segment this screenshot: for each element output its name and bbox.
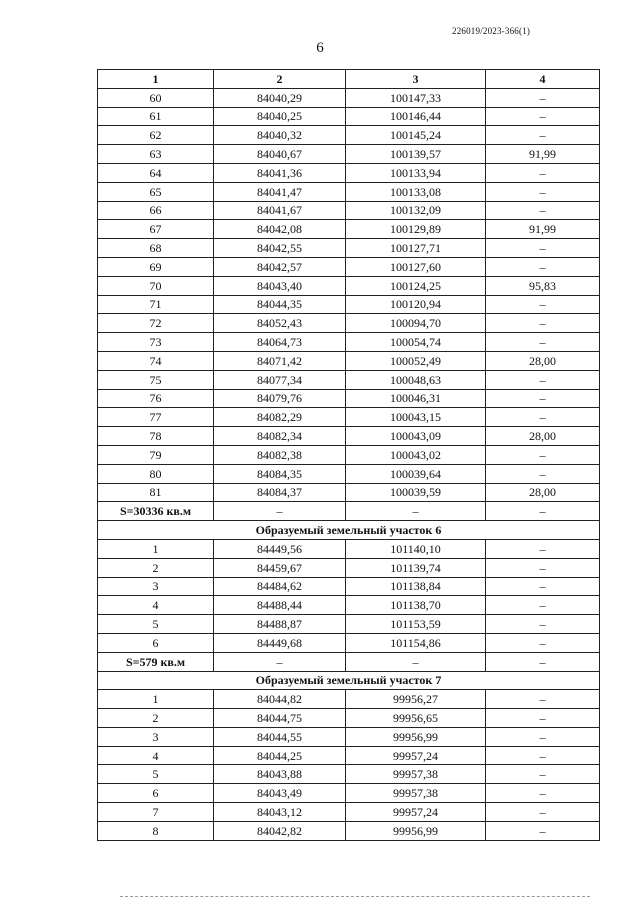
x-coordinate-cell: – [214, 652, 346, 671]
point-number-cell: 60 [98, 88, 214, 107]
x-coordinate-cell: 84082,29 [214, 408, 346, 427]
table-body [98, 88, 600, 840]
table-row [98, 88, 600, 107]
x-coordinate-cell: 84082,38 [214, 445, 346, 464]
x-coordinate-cell: 84043,88 [214, 765, 346, 784]
length-cell: – [486, 502, 600, 521]
x-coordinate-cell: 84488,87 [214, 615, 346, 634]
x-coordinate-cell: 84484,62 [214, 577, 346, 596]
y-coordinate-cell: 100043,02 [346, 445, 486, 464]
point-number-cell: 5 [98, 615, 214, 634]
table-row [98, 333, 600, 352]
table-row [98, 821, 600, 840]
length-cell: 28,00 [486, 483, 600, 502]
point-number-cell: 3 [98, 577, 214, 596]
x-coordinate-cell: 84459,67 [214, 558, 346, 577]
point-number-cell: 74 [98, 351, 214, 370]
table-row [98, 239, 600, 258]
length-cell: – [486, 257, 600, 276]
point-number-cell: 78 [98, 427, 214, 446]
x-coordinate-cell: 84042,82 [214, 821, 346, 840]
x-coordinate-cell: 84041,67 [214, 201, 346, 220]
y-coordinate-cell: 100133,08 [346, 182, 486, 201]
y-coordinate-cell: – [346, 502, 486, 521]
point-number-cell: 75 [98, 370, 214, 389]
length-cell: – [486, 408, 600, 427]
point-number-cell: 81 [98, 483, 214, 502]
x-coordinate-cell: – [214, 502, 346, 521]
y-coordinate-cell: 101138,84 [346, 577, 486, 596]
y-coordinate-cell: 99956,99 [346, 821, 486, 840]
y-coordinate-cell: 100052,49 [346, 351, 486, 370]
y-coordinate-cell: 100124,25 [346, 276, 486, 295]
section-title: Образуемый земельный участок 7 [98, 671, 600, 690]
table-row [98, 107, 600, 126]
x-coordinate-cell: 84044,82 [214, 690, 346, 709]
y-coordinate-cell: 100146,44 [346, 107, 486, 126]
length-cell: – [486, 727, 600, 746]
y-coordinate-cell: 100039,64 [346, 464, 486, 483]
area-value-cell: S=30336 кв.м [98, 502, 214, 521]
point-number-cell: 76 [98, 389, 214, 408]
table-row [98, 201, 600, 220]
length-cell: – [486, 464, 600, 483]
table-row [98, 145, 600, 164]
length-cell: – [486, 314, 600, 333]
point-number-cell: 7 [98, 803, 214, 822]
point-number-cell: 65 [98, 182, 214, 201]
area-value-cell: S=579 кв.м [98, 652, 214, 671]
point-number-cell: 1 [98, 539, 214, 558]
x-coordinate-cell: 84077,34 [214, 370, 346, 389]
point-number-cell: 71 [98, 295, 214, 314]
y-coordinate-cell: 99957,24 [346, 803, 486, 822]
point-number-cell: 2 [98, 709, 214, 728]
point-number-cell: 6 [98, 633, 214, 652]
x-coordinate-cell: 84042,57 [214, 257, 346, 276]
x-coordinate-cell: 84071,42 [214, 351, 346, 370]
table-header-row [98, 70, 600, 89]
area-row [98, 502, 600, 521]
x-coordinate-cell: 84043,12 [214, 803, 346, 822]
point-number-cell: 67 [98, 220, 214, 239]
x-coordinate-cell: 84044,35 [214, 295, 346, 314]
y-coordinate-cell: 100133,94 [346, 163, 486, 182]
point-number-cell: 72 [98, 314, 214, 333]
length-cell: – [486, 163, 600, 182]
y-coordinate-cell: 100039,59 [346, 483, 486, 502]
y-coordinate-cell: 100043,15 [346, 408, 486, 427]
point-number-cell: 6 [98, 784, 214, 803]
length-cell: – [486, 690, 600, 709]
y-coordinate-cell: 101140,10 [346, 539, 486, 558]
table-row [98, 389, 600, 408]
y-coordinate-cell: 99957,38 [346, 784, 486, 803]
x-coordinate-cell: 84040,29 [214, 88, 346, 107]
point-number-cell: 63 [98, 145, 214, 164]
length-cell: – [486, 539, 600, 558]
table-row [98, 464, 600, 483]
y-coordinate-cell: 101153,59 [346, 615, 486, 634]
table-row [98, 483, 600, 502]
table-row [98, 690, 600, 709]
x-coordinate-cell: 84084,35 [214, 464, 346, 483]
length-cell: – [486, 333, 600, 352]
y-coordinate-cell: 100127,71 [346, 239, 486, 258]
length-cell: – [486, 784, 600, 803]
x-coordinate-cell: 84052,43 [214, 314, 346, 333]
document-id: 226019/2023-366(1) [452, 26, 531, 36]
point-number-cell: 4 [98, 596, 214, 615]
length-cell: – [486, 596, 600, 615]
table-row [98, 445, 600, 464]
table-row [98, 126, 600, 145]
point-number-cell: 2 [98, 558, 214, 577]
length-cell: – [486, 295, 600, 314]
section-header-row [98, 521, 600, 540]
x-coordinate-cell: 84064,73 [214, 333, 346, 352]
length-cell: – [486, 201, 600, 220]
length-cell: – [486, 88, 600, 107]
y-coordinate-cell: 100132,09 [346, 201, 486, 220]
x-coordinate-cell: 84044,55 [214, 727, 346, 746]
y-coordinate-cell: 100120,94 [346, 295, 486, 314]
page-number: 6 [316, 40, 324, 56]
length-cell: 28,00 [486, 427, 600, 446]
length-cell: – [486, 126, 600, 145]
point-number-cell: 73 [98, 333, 214, 352]
length-cell: – [486, 633, 600, 652]
length-cell: – [486, 577, 600, 596]
x-coordinate-cell: 84449,68 [214, 633, 346, 652]
point-number-cell: 70 [98, 276, 214, 295]
x-coordinate-cell: 84449,56 [214, 539, 346, 558]
y-coordinate-cell: 99957,24 [346, 746, 486, 765]
point-number-cell: 3 [98, 727, 214, 746]
column-header: 3 [346, 70, 486, 89]
point-number-cell: 77 [98, 408, 214, 427]
table-row [98, 784, 600, 803]
column-header: 1 [98, 70, 214, 89]
table-row [98, 427, 600, 446]
table-row [98, 539, 600, 558]
length-cell: – [486, 652, 600, 671]
scan-edge-line [120, 896, 590, 897]
y-coordinate-cell: 99956,27 [346, 690, 486, 709]
y-coordinate-cell: 100127,60 [346, 257, 486, 276]
table-row [98, 295, 600, 314]
y-coordinate-cell: 100094,70 [346, 314, 486, 333]
point-number-cell: 79 [98, 445, 214, 464]
y-coordinate-cell: 100046,31 [346, 389, 486, 408]
x-coordinate-cell: 84079,76 [214, 389, 346, 408]
point-number-cell: 62 [98, 126, 214, 145]
y-coordinate-cell: 99956,99 [346, 727, 486, 746]
table-row [98, 182, 600, 201]
point-number-cell: 5 [98, 765, 214, 784]
table-row [98, 765, 600, 784]
y-coordinate-cell: 99957,38 [346, 765, 486, 784]
y-coordinate-cell: 100129,89 [346, 220, 486, 239]
x-coordinate-cell: 84084,37 [214, 483, 346, 502]
area-row [98, 652, 600, 671]
table-row [98, 615, 600, 634]
table-row [98, 803, 600, 822]
table-row [98, 257, 600, 276]
table-row [98, 163, 600, 182]
length-cell: – [486, 445, 600, 464]
length-cell: – [486, 558, 600, 577]
length-cell: 91,99 [486, 220, 600, 239]
table-row [98, 727, 600, 746]
length-cell: 28,00 [486, 351, 600, 370]
table-row [98, 577, 600, 596]
x-coordinate-cell: 84043,40 [214, 276, 346, 295]
x-coordinate-cell: 84042,55 [214, 239, 346, 258]
length-cell: – [486, 709, 600, 728]
length-cell: 95,83 [486, 276, 600, 295]
table-row [98, 314, 600, 333]
x-coordinate-cell: 84042,08 [214, 220, 346, 239]
table-row [98, 746, 600, 765]
table-row [98, 276, 600, 295]
y-coordinate-cell: 100139,57 [346, 145, 486, 164]
x-coordinate-cell: 84488,44 [214, 596, 346, 615]
x-coordinate-cell: 84041,36 [214, 163, 346, 182]
y-coordinate-cell: 101154,86 [346, 633, 486, 652]
point-number-cell: 69 [98, 257, 214, 276]
table-row [98, 558, 600, 577]
x-coordinate-cell: 84040,67 [214, 145, 346, 164]
length-cell: – [486, 370, 600, 389]
x-coordinate-cell: 84041,47 [214, 182, 346, 201]
section-header-row [98, 671, 600, 690]
table-row [98, 709, 600, 728]
length-cell: – [486, 239, 600, 258]
x-coordinate-cell: 84040,32 [214, 126, 346, 145]
y-coordinate-cell: 100054,74 [346, 333, 486, 352]
x-coordinate-cell: 84040,25 [214, 107, 346, 126]
y-coordinate-cell: 99956,65 [346, 709, 486, 728]
point-number-cell: 1 [98, 690, 214, 709]
y-coordinate-cell: 100145,24 [346, 126, 486, 145]
y-coordinate-cell: 100147,33 [346, 88, 486, 107]
length-cell: – [486, 615, 600, 634]
table-row [98, 220, 600, 239]
point-number-cell: 68 [98, 239, 214, 258]
point-number-cell: 66 [98, 201, 214, 220]
column-header: 2 [214, 70, 346, 89]
point-number-cell: 80 [98, 464, 214, 483]
column-header: 4 [486, 70, 600, 89]
table-row [98, 370, 600, 389]
y-coordinate-cell: – [346, 652, 486, 671]
point-number-cell: 61 [98, 107, 214, 126]
point-number-cell: 64 [98, 163, 214, 182]
length-cell: – [486, 765, 600, 784]
coordinates-table [97, 69, 600, 841]
x-coordinate-cell: 84082,34 [214, 427, 346, 446]
table-row [98, 596, 600, 615]
length-cell: 91,99 [486, 145, 600, 164]
point-number-cell: 8 [98, 821, 214, 840]
y-coordinate-cell: 101139,74 [346, 558, 486, 577]
length-cell: – [486, 803, 600, 822]
y-coordinate-cell: 100043,09 [346, 427, 486, 446]
length-cell: – [486, 821, 600, 840]
y-coordinate-cell: 100048,63 [346, 370, 486, 389]
table-row [98, 408, 600, 427]
table-row [98, 351, 600, 370]
x-coordinate-cell: 84044,25 [214, 746, 346, 765]
y-coordinate-cell: 101138,70 [346, 596, 486, 615]
length-cell: – [486, 389, 600, 408]
x-coordinate-cell: 84044,75 [214, 709, 346, 728]
length-cell: – [486, 107, 600, 126]
length-cell: – [486, 182, 600, 201]
table-row [98, 633, 600, 652]
section-title: Образуемый земельный участок 6 [98, 521, 600, 540]
point-number-cell: 4 [98, 746, 214, 765]
length-cell: – [486, 746, 600, 765]
x-coordinate-cell: 84043,49 [214, 784, 346, 803]
